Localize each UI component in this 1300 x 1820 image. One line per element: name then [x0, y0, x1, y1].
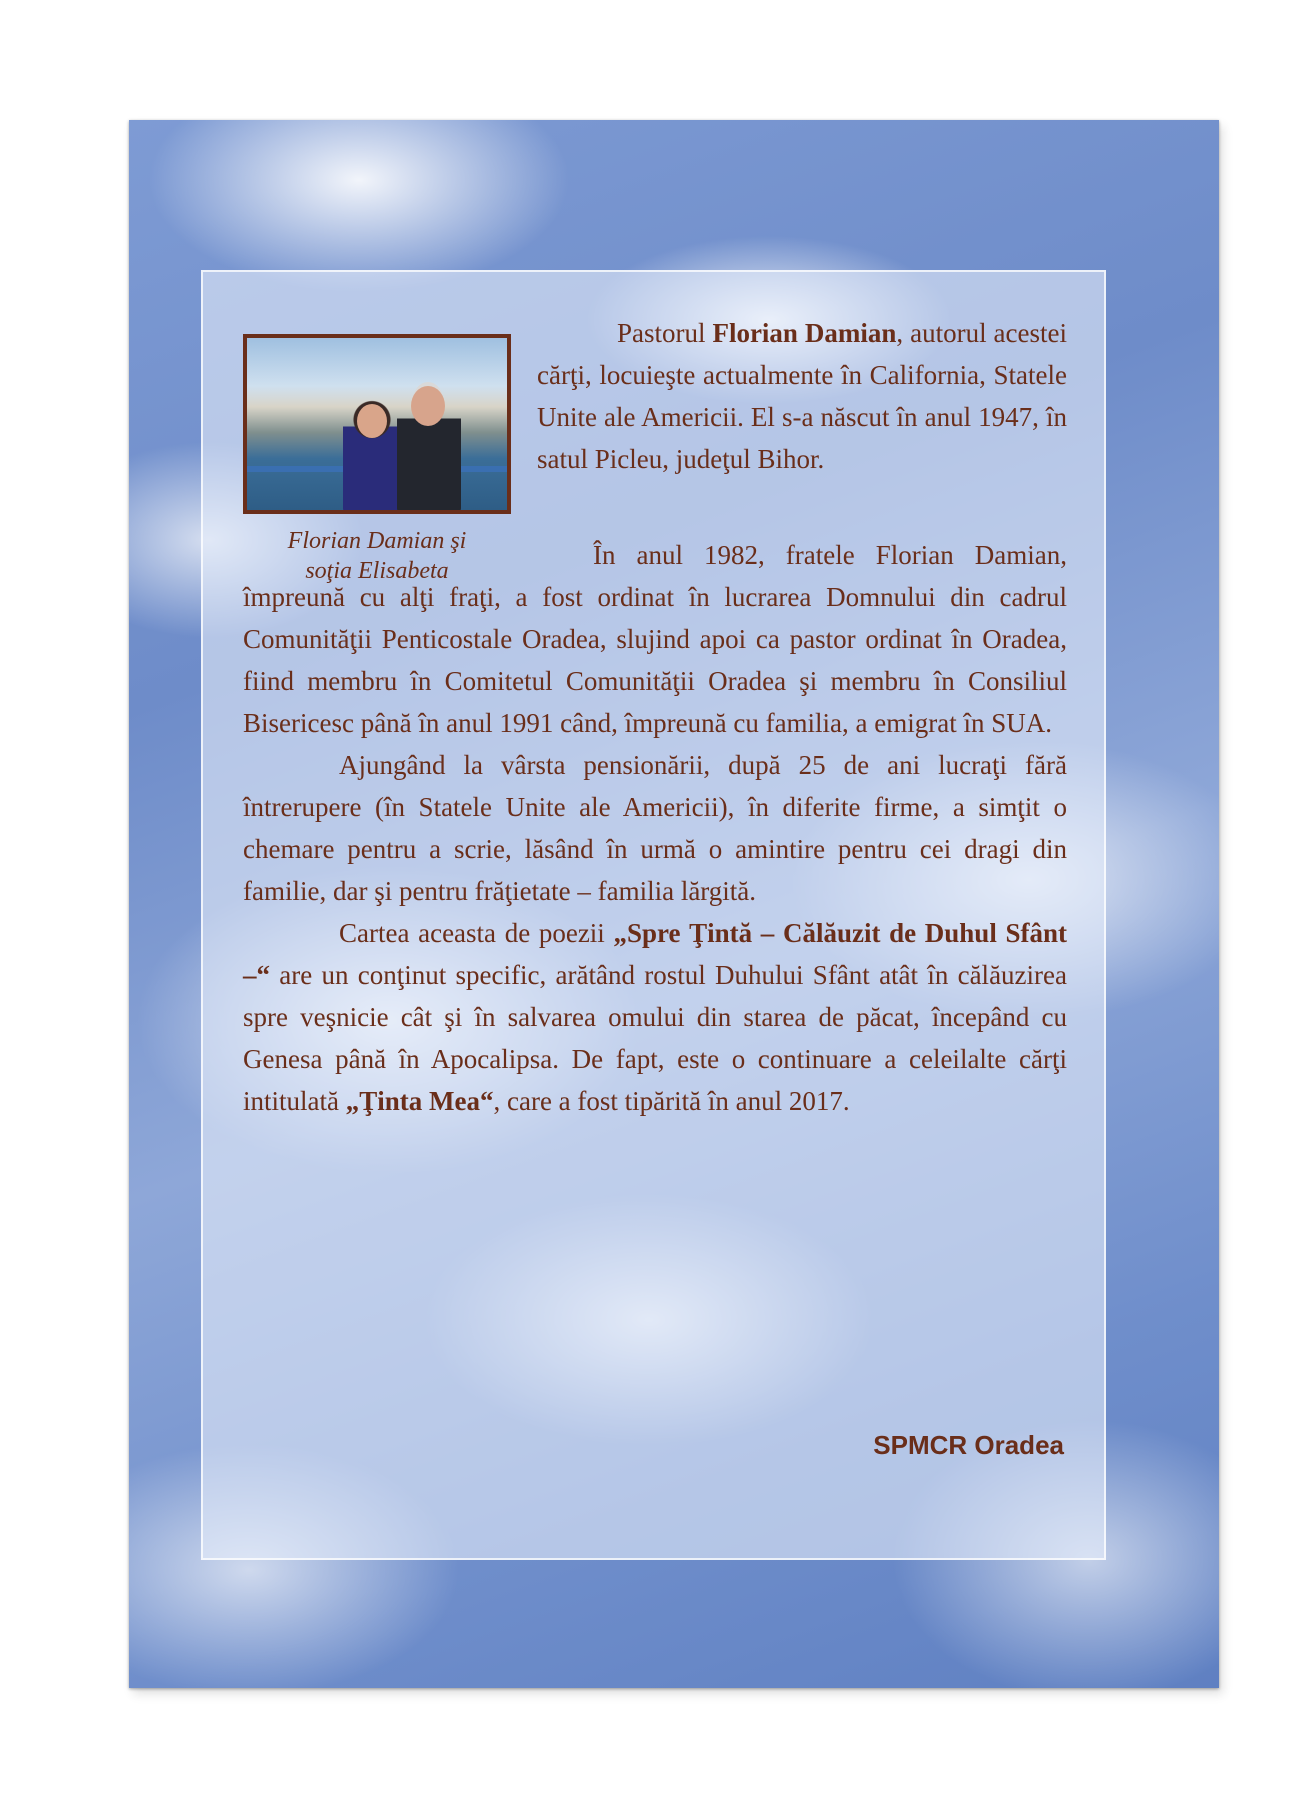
- intro-prefix: Pastorul: [617, 318, 713, 348]
- book-desc-part2: are un conţinut specific, arătând rostul Duhului Sfânt atât în călăuzirea spre veşnicie cât şi în salvarea omului din starea de păcat, începând cu Genesa până în Apocalipsa. De fapt, este o continuare a celeilalte cărţi intitulată: [243, 960, 1067, 1116]
- book-back-cover: [129, 120, 1219, 1688]
- intro-paragraph-wrap: [537, 312, 1067, 480]
- photo-woman-face: [357, 404, 387, 438]
- ordination-paragraph: În anul 1982, fratele Florian Damian, împreună cu alţi fraţi, a fost ordinat în lucrarea Domnului din cadrul Comunităţii Penticostale Oradea, slujind apoi ca pastor ordinat în Oradea, fiind membru în Comitetul Comunităţii Oradea şi membru în Consiliul Bisericesc până în anul 1991 când, împreună cu familia, a emigrat în SUA.: [243, 540, 1067, 738]
- publisher-name: SPMCR Oradea: [873, 1430, 1064, 1460]
- previous-book-title: „Ţinta Mea“: [345, 1086, 494, 1116]
- book-title: „Spre Ţintă – Călăuzit de Duhul Sfânt –“: [243, 918, 1067, 990]
- author-name: Florian Damian: [712, 318, 897, 348]
- intro-suffix: , autorul acestei cărţi, locuieşte actualmente în California, Statele Unite ale Americii. El s-a născut în anul 1947, în satul Picleu, judeţul Bihor.: [537, 318, 1067, 474]
- caption-line-2: soţia Elisabeta: [305, 558, 449, 584]
- caption-line-1: Florian Damian şi: [287, 528, 467, 554]
- body-text: [243, 534, 1067, 1122]
- photo-man-face: [411, 386, 445, 426]
- book-description-paragraph: [243, 912, 1067, 1122]
- book-desc-part3: , care a fost tipărită în anul 2017.: [493, 1086, 850, 1116]
- retirement-paragraph: Ajungând la vârsta pensionării, după 25 de ani lucraţi fără întrerupere (în Statele Unite ale Americii), în diferite firme, a simţit o chemare pentru a scrie, lăsând în urmă o amintire pentru cei dragi din familie, dar şi pentru frăţietate – familia lărgită.: [243, 750, 1067, 906]
- author-photo: [243, 334, 511, 514]
- text-panel: [201, 270, 1106, 1560]
- book-desc-part1: Cartea aceasta de poezii: [339, 918, 614, 948]
- intro-paragraph: [537, 312, 1067, 480]
